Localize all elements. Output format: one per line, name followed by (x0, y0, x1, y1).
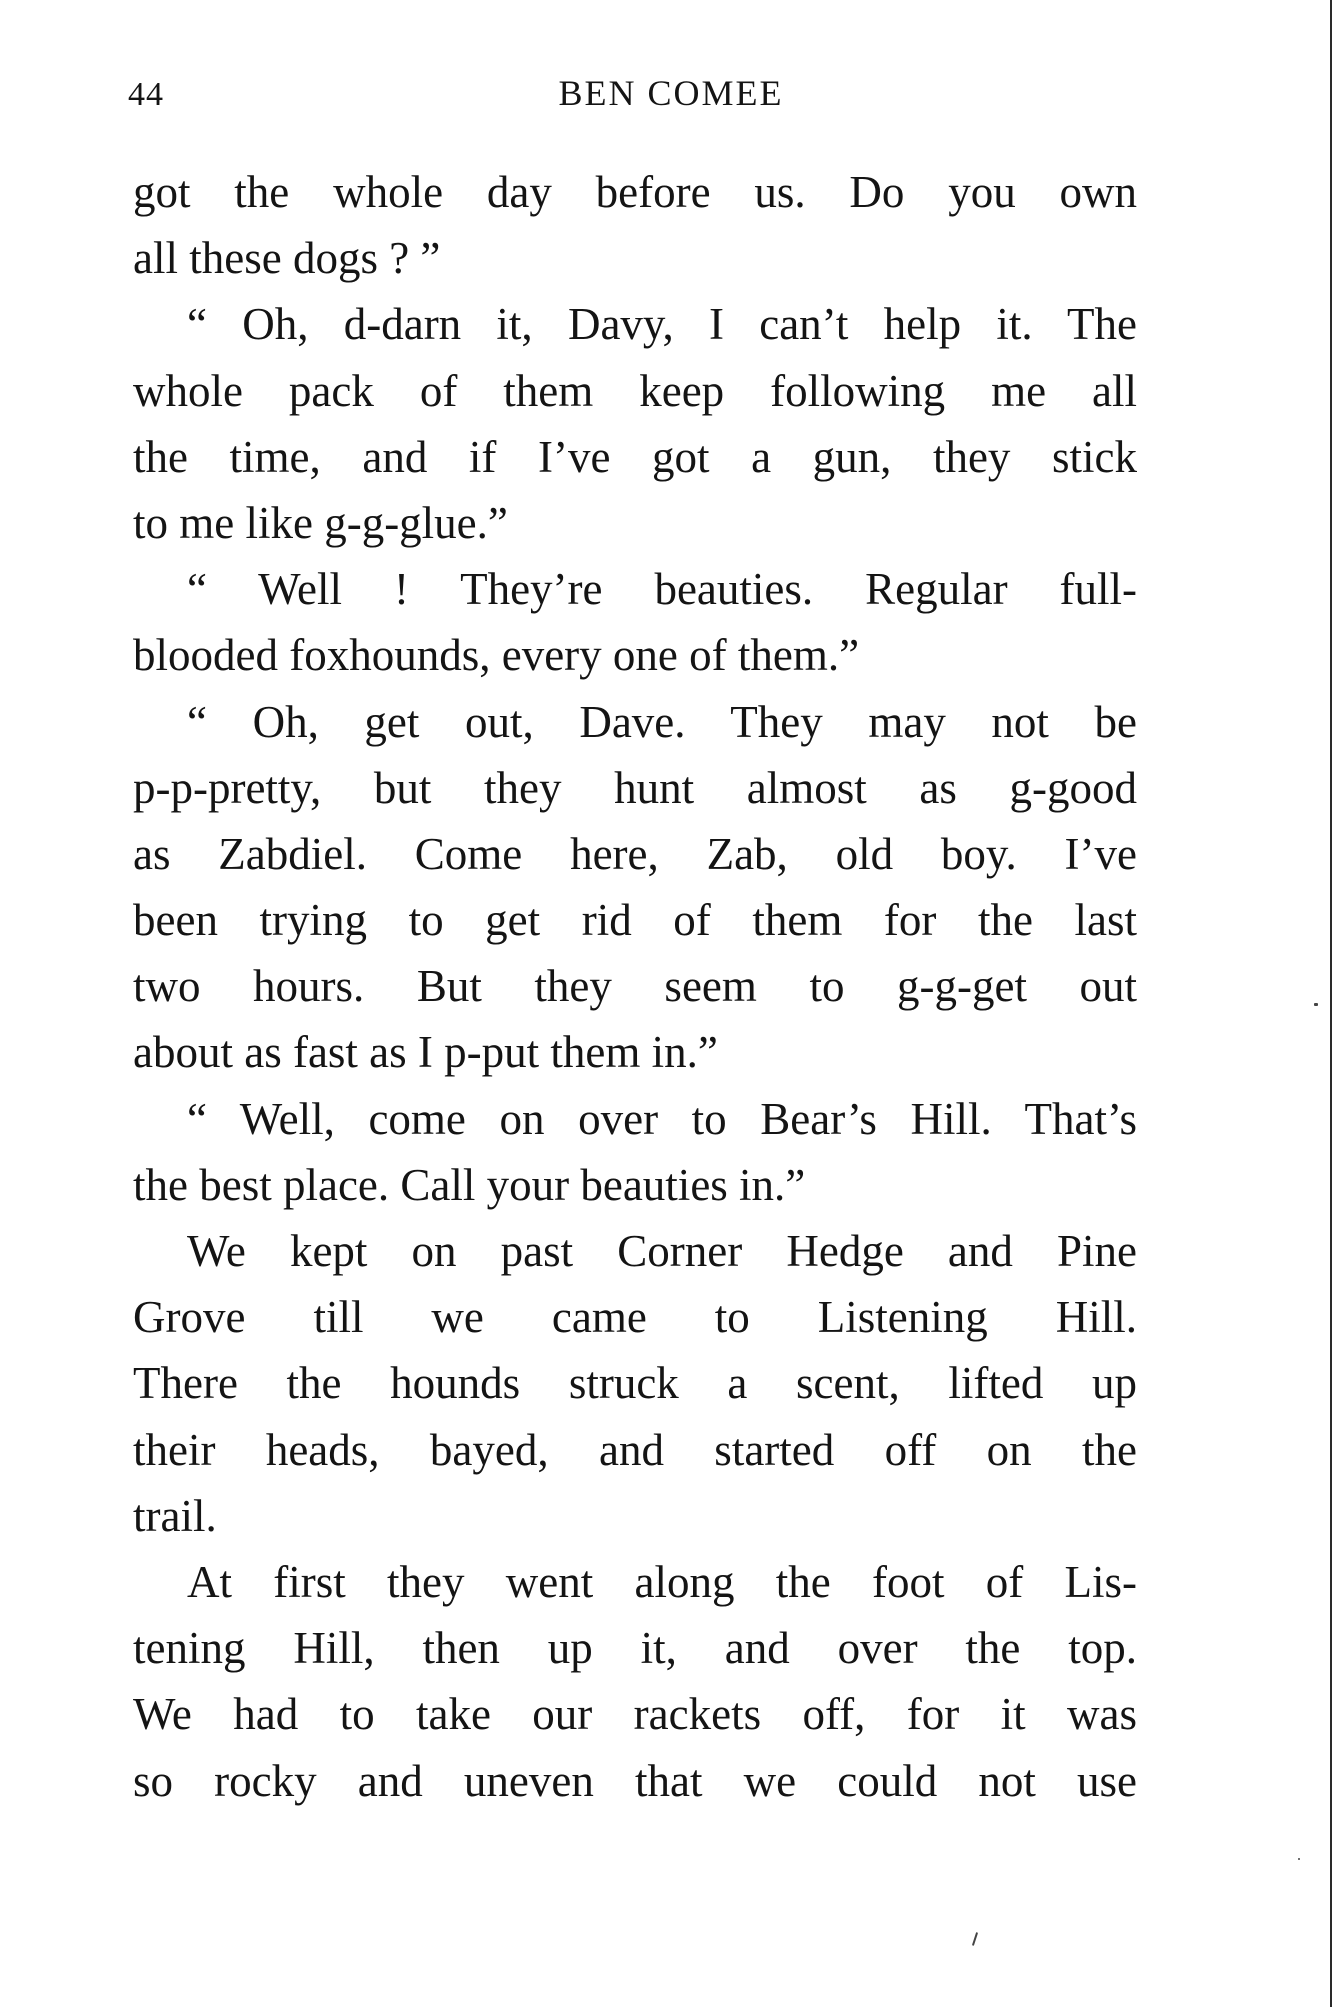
text-line: about as fast as I p-put them in.” (133, 1027, 718, 1078)
text-line: the time, and if I’ve got a gun, they stick (133, 431, 1137, 482)
text-line: blooded foxhounds, every one of them.” (133, 630, 860, 681)
paper-speck (972, 1932, 978, 1946)
running-head: BEN COMEE (558, 73, 784, 113)
paper-speck (1298, 1858, 1300, 1860)
text-line: “ Well, come on over to Bear’s Hill. That’s (187, 1093, 1137, 1144)
text-line: whole pack of them keep following me all (133, 365, 1137, 416)
text-line: “ Oh, get out, Dave. They may not be (187, 696, 1137, 747)
text-line: all these dogs ? ” (133, 233, 441, 284)
text-line: “ Oh, d-darn it, Davy, I can’t help it. The (187, 299, 1137, 350)
text-line: Grove till we came to Listening Hill. (133, 1292, 1137, 1343)
text-line: At first they went along the foot of Lis- (187, 1556, 1137, 1607)
page-number: 44 (128, 76, 164, 113)
text-line: tening Hill, then up it, and over the top. (133, 1623, 1137, 1674)
text-line: been trying to get rid of them for the last (133, 895, 1137, 946)
text-line: We had to take our rackets off, for it was (133, 1689, 1137, 1740)
text-line: p-p-pretty, but they hunt almost as g-good (133, 762, 1137, 813)
text-line: got the whole day before us. Do you own (133, 167, 1137, 217)
page-edge-rule (1330, 0, 1332, 2007)
text-line: the best place. Call your beauties in.” (133, 1159, 806, 1210)
body-text (133, 159, 1137, 1814)
text-line: We kept on past Corner Hedge and Pine (187, 1226, 1137, 1276)
text-line: as Zabdiel. Come here, Zab, old boy. I’ve (133, 828, 1137, 879)
text-line: There the hounds struck a scent, lifted up (133, 1358, 1137, 1409)
text-line: so rocky and uneven that we could not use (133, 1755, 1137, 1806)
paper-speck (1314, 1003, 1318, 1006)
text-line: two hours. But they seem to g-g-get out (133, 961, 1137, 1012)
text-line: their heads, bayed, and started off on the (133, 1424, 1137, 1475)
text-line: “ Well ! They’re beauties. Regular full- (187, 564, 1137, 615)
text-line: to me like g-g-glue.” (133, 497, 508, 548)
text-line: trail. (133, 1490, 217, 1541)
